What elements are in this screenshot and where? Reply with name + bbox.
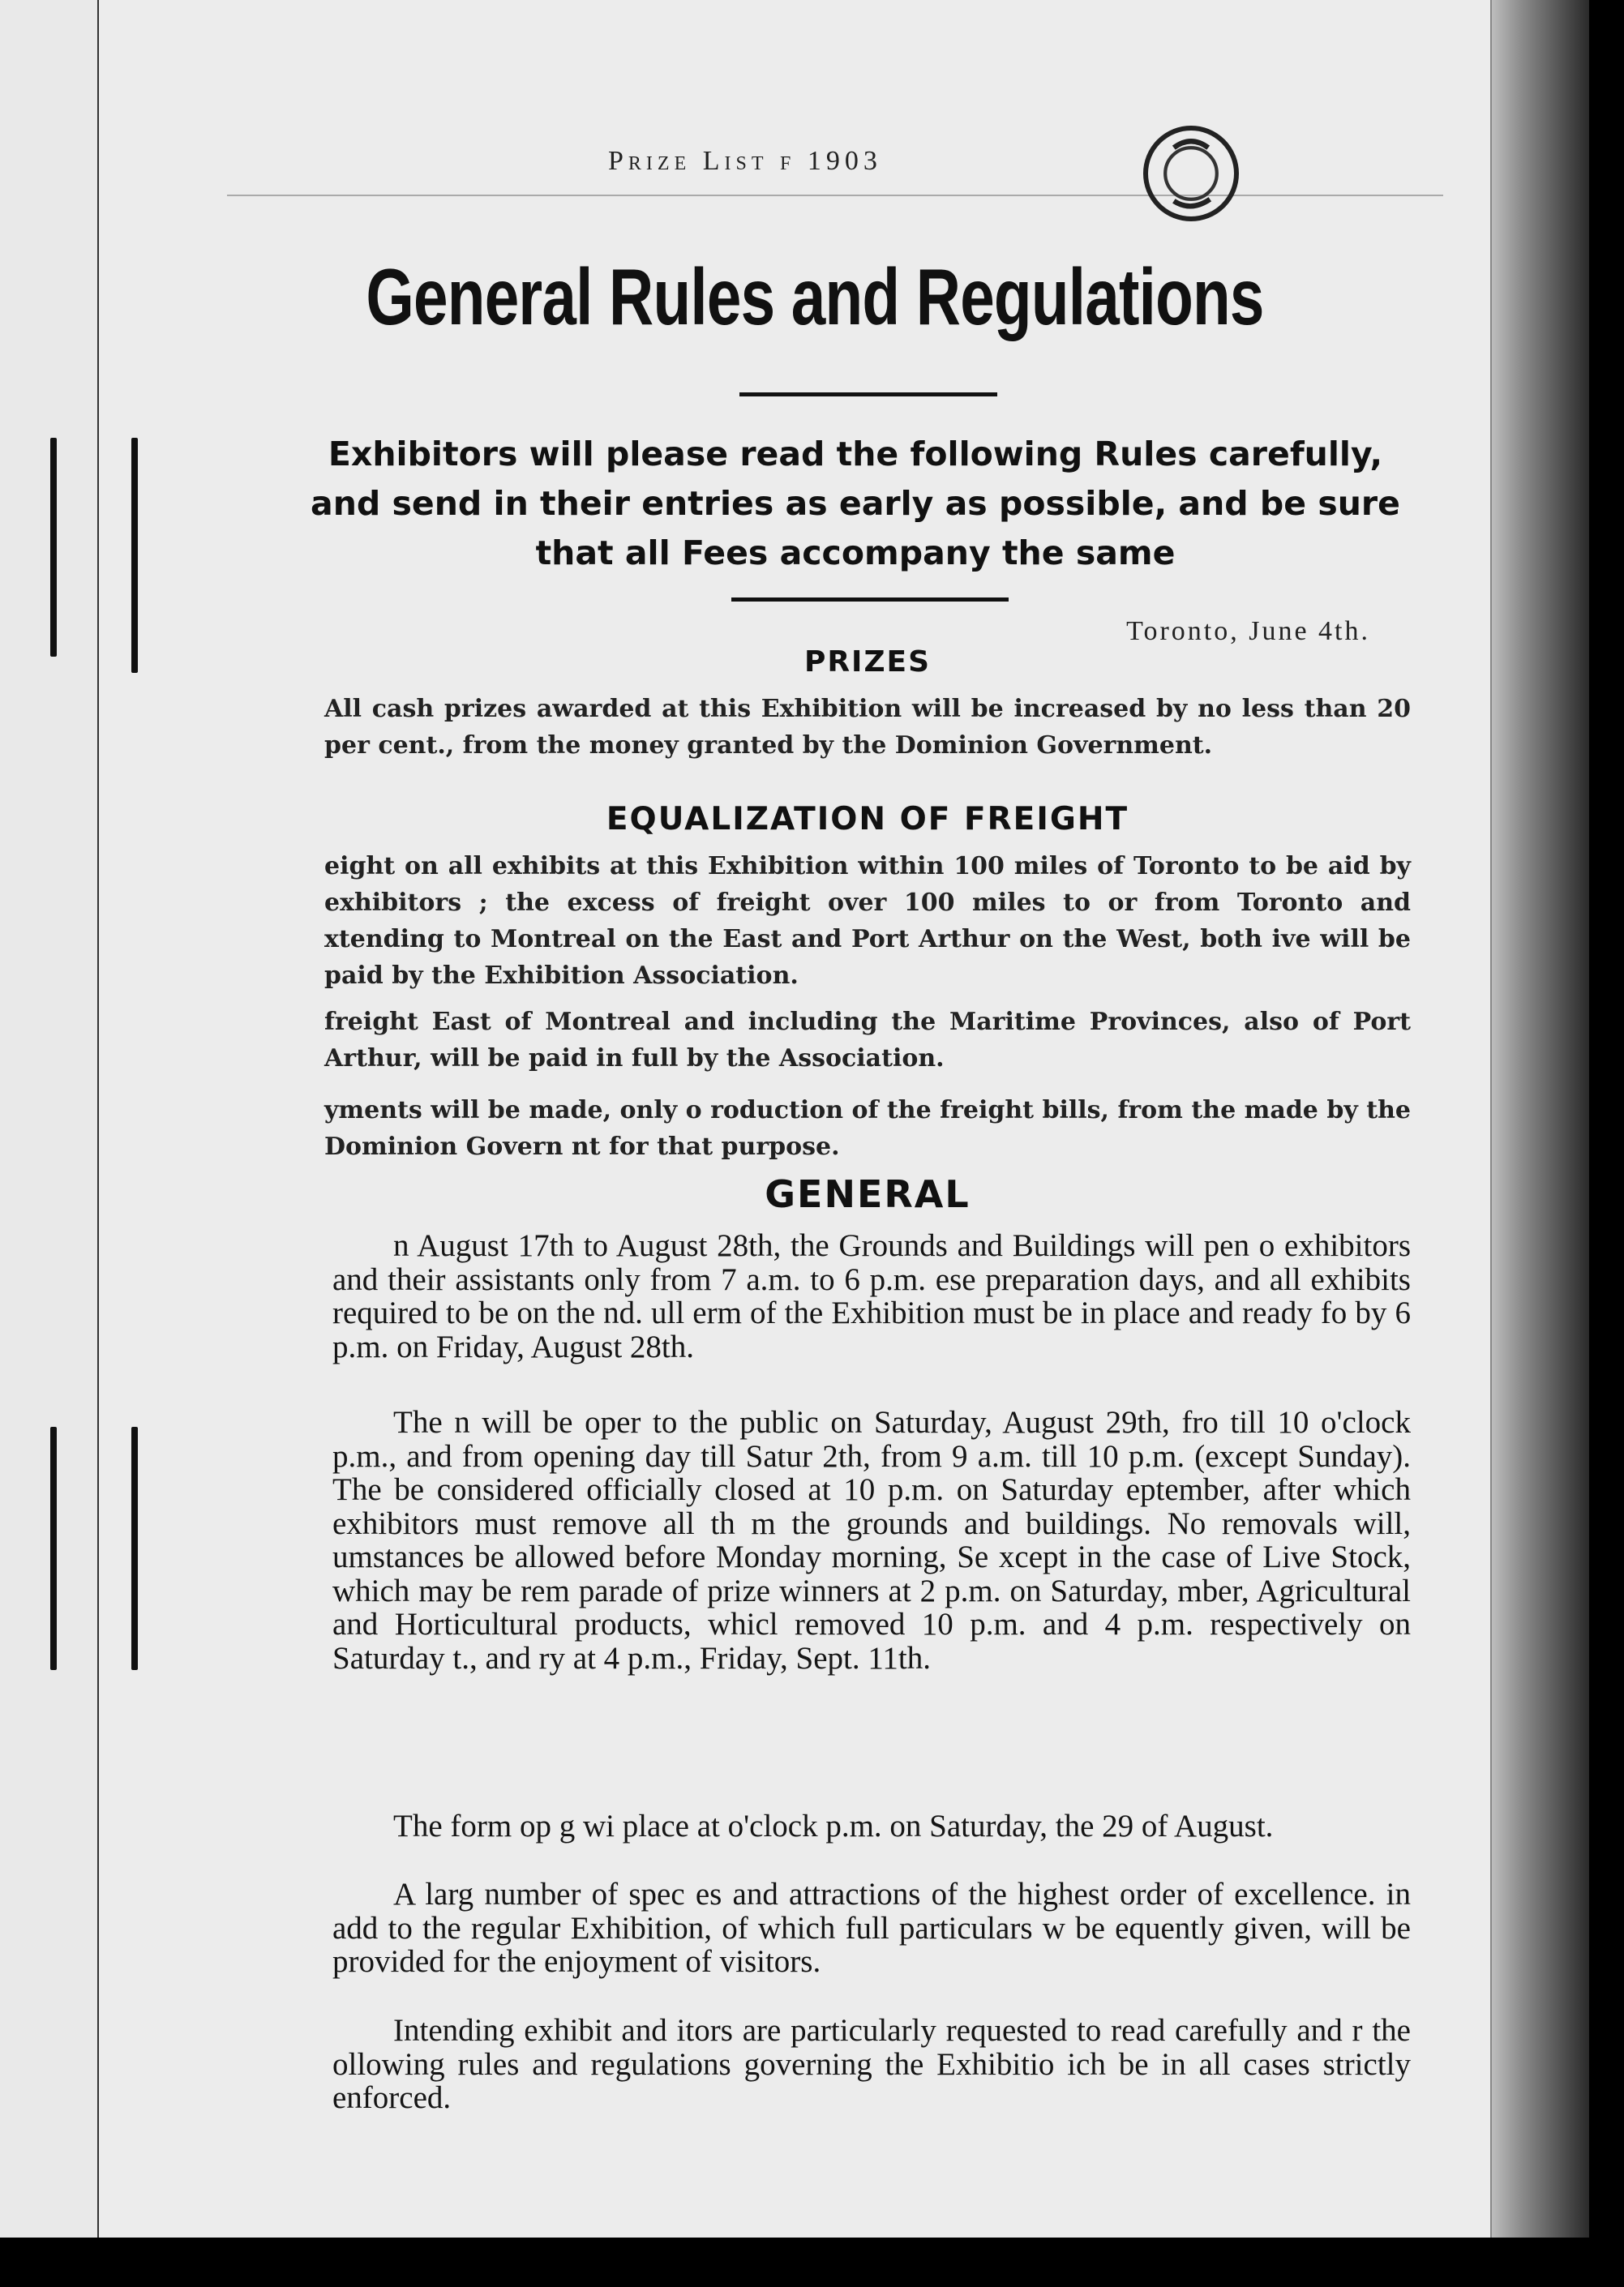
section-heading-prizes: PRIZES — [803, 645, 932, 679]
section-heading-freight: EQUALIZATION OF FREIGHT — [606, 801, 1129, 837]
header-rule — [227, 195, 1443, 196]
title-divider — [739, 392, 997, 396]
dateline: Toronto, June 4th. — [1126, 616, 1370, 646]
intro-paragraph: Exhibitors will please read the following Rules carefully, and send in their entries as early as possible, and be sure that all Fees accompany the same — [311, 435, 1400, 572]
freight-paragraph-2: freight East of Montreal and including the Maritime Provinces, also of Port Arthur, will be paid in full by the Association. — [324, 1008, 1411, 1073]
page-edge-shadow — [1492, 0, 1589, 2238]
prizes-paragraph: All cash prizes awarded at this Exhibition will be increased by no less than 20 per cent., from the money granted by the Dominion Government. — [324, 695, 1411, 760]
general-paragraph-3: The form op g wi place at o'clock p.m. on Saturday, the 29 of August. — [393, 1809, 1274, 1844]
binding-mark — [131, 438, 138, 673]
freight-paragraph-1: eight on all exhibits at this Exhibition within 100 miles of Toronto to be aid by exhibitors ; the excess of freight over 100 miles to or from Toronto and xtending to Montreal on the East and Port Arthur on the West, both ive will be paid by the Exhibition Association. — [324, 852, 1411, 990]
section-heading-general: GENERAL — [765, 1172, 971, 1216]
facing-page-strip — [0, 0, 100, 2238]
running-head: Prize List f 1903 — [608, 146, 882, 176]
scan-border — [0, 2238, 1624, 2287]
binding-mark — [50, 1427, 57, 1670]
freight-paragraph-3: yments will be made, only o roduction of the freight bills, from the made by the Dominion Govern nt for that purpose. — [324, 1096, 1411, 1161]
binding-mark — [131, 1427, 138, 1670]
general-paragraph-1: n August 17th to August 28th, the Grounds and Buildings will pen o exhibitors and their assistants only from 7 a.m. to 6 p.m. ese preparation days, and all exhibits required to be on the nd. ull erm of the Exhibition must be in place and ready fo by 6 p.m. on Friday, August 28th. — [332, 1228, 1411, 1364]
library-stamp-icon — [1143, 126, 1239, 221]
general-paragraph-4: A larg number of spec es and attractions of the highest order of excellence. in add to the regular Exhibition, of which full particulars w be equently given, will be provided for the enjoyment of visitors. — [332, 1877, 1411, 1979]
general-paragraph-5: Intending exhibit and itors are particularly requested to read carefully and r the ollowing rules and regulations governing the Exhibitio ich be in all cases strictly enforced. — [332, 2013, 1411, 2115]
binding-mark — [50, 438, 57, 657]
page-title: General Rules and Regulations — [366, 252, 1264, 341]
general-paragraph-2: The n will be oper to the public on Saturday, August 29th, fro till 10 o'clock p.m., and from opening day till Satur 2th, from 9 a.m. till 10 p.m. (except Sunday). The be considered officially closed at 10 p.m. on Saturday eptember, after which exhibitors must remove all th m the grounds and buildings. No removals will, umstances be allowed before Monday morning, Se xcept in the case of Live Stock, which may be rem parade of prize winners at 2 p.m. on Saturday, mber, Agricultural and Horticultural products, whicl removed 10 p.m. and 4 p.m. respectively on Saturday t., and ry at 4 p.m., Friday, Sept. 11th. — [332, 1405, 1411, 1676]
intro-divider — [731, 597, 1009, 602]
